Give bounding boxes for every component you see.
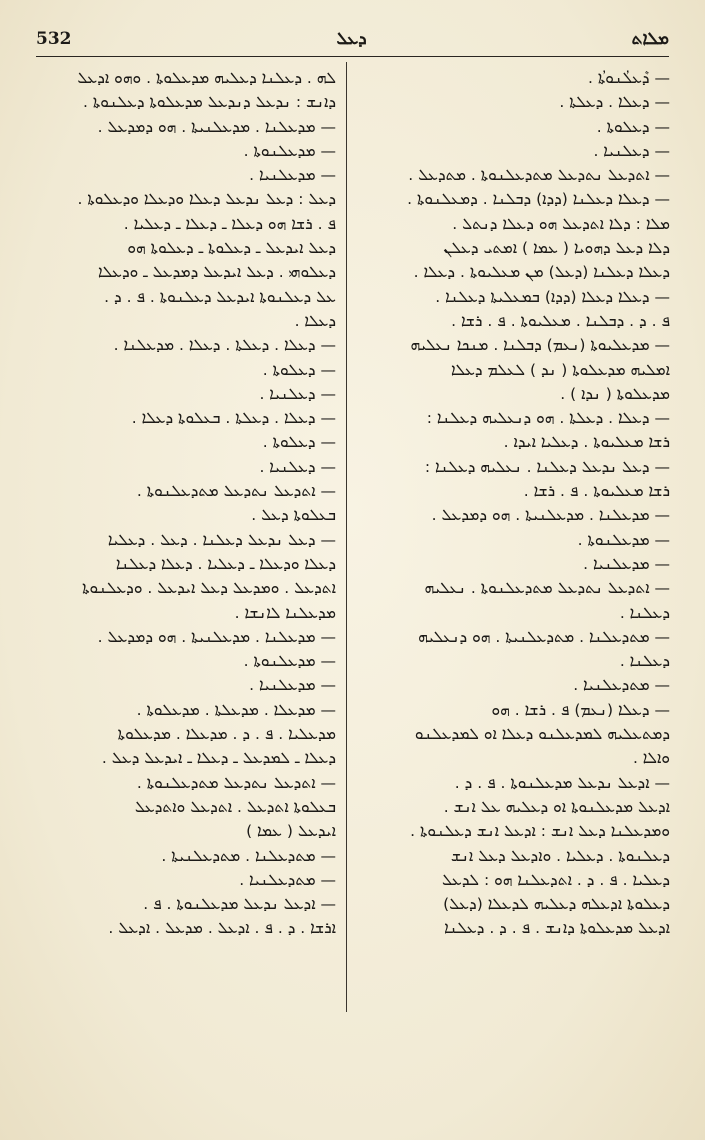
- running-head: ܕܥܠ: [336, 29, 367, 49]
- text-line: ܕܥܠܐ ܕܥܠܢܐ (ܕܥܠ) ܡܢ ܡܥܠܝܘܬܐ . ܕܥܠܐ .: [413, 263, 670, 282]
- text-line: — ܡܬܕܥܠܢܐ . ܡܬܕܥܠܢܝܬܐ .: [161, 846, 336, 865]
- text-line: ܐܡܠܝܗ ܡܕܥܠܘܬܐ ( ܢܕ ) ܠܥܠܡ ܕܥܠܐ: [451, 360, 670, 379]
- text-line: ܒܥܠܘܬܐ ܕܥܠ .: [251, 506, 336, 525]
- text-line: — ܡܕܥܠܢܘܬܐ .: [243, 652, 336, 671]
- text-line: — ܕܥܠܢܝܐ .: [593, 141, 670, 160]
- header-rule: [36, 56, 669, 57]
- text-line: — ܕܥܠܐ ܕܥܠܢܐ (ܕܕܐ) ܕܒܠܢܐ . ܕܡܥܠܢܘܬܐ .: [407, 190, 670, 209]
- text-line: ܡܕܥܠܢܐ ܠܐܢܫܐ .: [234, 603, 336, 622]
- text-line: — ܕܥܠܘܬܐ .: [262, 433, 336, 452]
- text-line: ܕܠܐ ܕܥܠ ܕܗܘܝܐ ( ܥܡܐ ) ܐܡܬܝ ܕܥܠܢ: [443, 239, 670, 258]
- text-line: ܕܥܠܢܘܬܐ . ܕܥܠܝܐ . ܘܐܕܥܠ ܕܥܠ ܐܢܫ: [450, 846, 670, 865]
- text-line: ܐܕܥܠ ܡܕܥܠܘܬܐ ܕܐܢܫ . ܦ . ܕ . ܕܥܠܢܐ: [444, 919, 670, 938]
- text-line: — ܡܕܥܠܢܘܬܐ .: [243, 141, 336, 160]
- text-line: — ܐܕܥܠ ܢܕܥܠ ܡܕܥܠܢܘܬܐ . ܦ . ܕ .: [454, 773, 670, 792]
- text-line: ܕܥܠܐ ـ ܠܡܕܥܠ ـ ܕܥܠܐ ـ ܐܝܕܥܠ ܕܥܠ .: [101, 749, 336, 768]
- text-line: ܠܗ . ܕܥܠܢܐ ܕܥܠܝܗ ܡܕܥܠܘܬܐ . ܘܗܘ ܐܕܥܠ: [77, 69, 336, 87]
- right-column: [356, 66, 670, 1016]
- text-line: — ܡܕܥܠܢܐ . ܡܕܥܠܢܝܬܐ . ܗܘ ܕܡܕܥܠ .: [431, 506, 670, 525]
- text-line: ܘܡܕܥܠܢܐ ܕܥܠ ܐܢܫ : ܐܕܥܠ ܐܢܫ ܕܥܠܢܘܬܐ .: [410, 822, 670, 841]
- text-line: ܦ . ܪܫܐ ܗܘ ܕܥܠܐ ـ ܕܥܠܐ ـ ܕܥܠܝܐ .: [123, 214, 336, 233]
- text-line: ܕܥܠ ܐܝܕܥܠ ـ ܕܥܠܘܬܐ ـ ܕܥܠܘܬܐ ܗܘ: [127, 239, 336, 258]
- text-line: — ܡܬܕܥܠܢܝܐ .: [573, 676, 670, 695]
- text-line: ܘܐܠܐ .: [632, 749, 670, 768]
- text-line: ܪܫܐ ܡܥܠܝܘܬܐ . ܕܥܠܝܐ ܐܝܕܐ .: [503, 433, 670, 452]
- text-line: — ܐܬܕܥܠ ܢܬܕܥܠ ܡܬܕܥܠܢܘܬܐ . ܡܬܕܥܠ .: [408, 166, 670, 185]
- text-line: ܕܥܠܢܐ .: [619, 603, 670, 622]
- text-line: — ܕܥܠܘܬܐ .: [596, 117, 670, 136]
- text-line: ܐܬܕܥܠ . ܘܡܕܥܠ ܕܥܠ ܐܝܕܥܠ . ܘܕܥܠܢܘܬܐ: [82, 579, 336, 598]
- text-line: — ܐܕܥܠ ܢܕܥܠ ܡܕܥܠܢܘܬܐ . ܦ .: [143, 895, 336, 914]
- text-line: — ܡܕܥܠܢܐ . ܡܕܥܠܢܝܬܐ . ܗܘ ܕܡܕܥܠ .: [97, 117, 336, 136]
- text-line: ܕܥܠܐ .: [294, 311, 336, 330]
- text-line: ܕܥܠܝܐ . ܦ . ܕ . ܐܬܕܥܠܢܐ ܗܘ : ܠܕܥܠ: [441, 870, 670, 889]
- text-line: — ܐܬܕܥܠ ܢܬܕܥܠ ܡܬܕܥܠܢܘܬܐ .: [136, 773, 336, 792]
- text-line: — ܡܕܥܠܢܝܐ .: [249, 676, 336, 695]
- text-line: ܕܥܠܐ ܘܕܥܠܐ ـ ܕܥܠܝܐ . ܕܥܠܐ ܕܥܠܢܐ: [115, 554, 336, 573]
- text-line: — ܕܶܥܠܳܢܘܬܳܐ .: [588, 69, 670, 87]
- text-line: ܕܐܢܫ : ܢܕܥܠ ܕܢܕܥܠ ܡܕܥܠܘܬܐ ܕܥܠܢܘܬܐ .: [83, 93, 336, 112]
- text-line: ܡܕܥܠܝܐ . ܦ . ܕ . ܡܕܥܠܐ . ܡܕܥܠܘܬܐ: [117, 725, 336, 744]
- text-line: — ܡܕܥܠܢܝܐ .: [583, 554, 670, 573]
- text-line: — ܕܥܠܐ . ܕܥܠܬܐ . ܗܘ ܕܢܥܠܝܗ ܕܥܠܢܐ :: [426, 409, 670, 428]
- text-line: — ܕܥܠ ܢܕܥܠ ܕܥܠܢܐ . ܕܥܠ . ܕܥܠܝܐ: [107, 530, 336, 549]
- text-line: — ܕܥܠܢܝܐ .: [259, 457, 336, 476]
- text-line: — ܕܥܠܐ . ܕܥܠܬܐ . ܒܥܠܘܬܐ ܕܥܠܐ .: [131, 409, 336, 428]
- text-line: — ܡܕܥܠܢܘܬܐ .: [577, 530, 670, 549]
- page-header: [36, 26, 669, 52]
- text-line: ܦ . ܕ . ܕܒܠܢܐ . ܡܥܠܝܘܬܐ . ܦ . ܪܫܐ .: [451, 311, 670, 330]
- text-line: ܕܡܬܥܠܝܗ ܠܡܕܥܠܢܘ ܕܥܠܐ ܐܘ ܠܡܕܥܠܢܘ: [414, 725, 670, 744]
- text-line: ܕܥܠܢܐ .: [619, 652, 670, 671]
- text-line: — ܕܥܠܐ (ܢܥܡ) ܦ . ܪܫܐ . ܗܘ: [491, 700, 670, 719]
- text-line: ܒܥܠܘܬܐ ܐܬܕܥܠ . ܐܬܕܥܠ ܘܐܬܕܥܠ: [134, 797, 336, 816]
- text-line: ܥܠ ܕܥܠܢܘܬܐ ܐܝܕܥܠ ܕܥܠܢܘܬܐ . ܦ . ܕ .: [104, 287, 336, 306]
- text-line: — ܕܥܠ ܢܕܥܠ ܕܥܠܢܐ . ܢܥܠܝܗ ܕܥܠܢܐ :: [424, 457, 670, 476]
- text-line: ܐܕܥܠ ܡܕܥܠܢܘܬܐ ܐܘ ܕܥܠܝܗ ܥܠ ܐܢܫ .: [443, 797, 670, 816]
- text-line: ܡܠܐ : ܕܠܐ ܐܬܕܥܠ ܗܘ ܕܥܠܐ ܕܢܬܠ .: [452, 214, 670, 233]
- text-line: — ܕܥܠܢܝܐ .: [259, 384, 336, 403]
- text-line: — ܡܕܥܠܢܝܐ .: [249, 166, 336, 185]
- text-line: — ܐܬܕܥܠ ܢܬܕܥܠ ܡܬܕܥܠܢܘܬܐ .: [136, 482, 336, 501]
- running-head-right: ܡܠܐܬ: [631, 29, 669, 49]
- text-line: ܐܝܕܥܠ ( ܥܡܐ ): [246, 822, 336, 841]
- text-line: — ܕܥܠܐ ܕܥܠܐ (ܕܕܐ) ܒܡܥܠܝܬܐ ܕܥܠܢܐ .: [435, 287, 670, 306]
- text-line: — ܕܥܠܐ . ܕܥܠܬܐ . ܕܥܠܐ . ܡܕܥܠܢܐ .: [113, 336, 336, 355]
- text-line: — ܕܥܠܐ . ܕܥܠܬܐ .: [559, 93, 670, 112]
- text-line: — ܡܕܥܠܢܐ . ܡܕܥܠܢܝܬܐ . ܗܘ ܕܡܕܥܠ .: [97, 627, 336, 646]
- text-line: — ܡܬܕܥܠܢܐ . ܡܬܕܥܠܢܝܬܐ . ܗܘ ܕܢܥܠܝܗ: [418, 627, 670, 646]
- left-column: [30, 66, 336, 1016]
- text-line: — ܡܕܥܠܝܘܬܐ (ܢܥܡ) ܕܒܠܢܐ . ܡܢܟܐ ܢܥܠܝܗ: [410, 336, 670, 355]
- column-divider: [346, 62, 347, 1012]
- text-line: ܐܪܫܐ . ܕ . ܦ . ܐܕܥܠ . ܡܕܥܠ . ܐܕܥܠ .: [108, 919, 336, 938]
- text-line: — ܡܬܕܥܠܢܝܐ .: [239, 870, 336, 889]
- text-line: ܕܥܠ : ܕܥܠ ܢܕܥܠ ܕܥܠܐ ܘܕܥܠܐ ܘܕܥܠܘܬܐ .: [77, 190, 336, 209]
- page-number: 532: [36, 29, 72, 49]
- text-line: ܡܕܥܠܘܬܐ ( ܢܕܐ ) .: [560, 384, 670, 403]
- text-line: — ܕܥܠܘܬܐ .: [262, 360, 336, 379]
- text-line: — ܐܬܕܥܠ ܢܬܕܥܠ ܡܬܕܥܠܢܘܬܐ . ܢܥܠܝܗ: [424, 579, 670, 598]
- text-line: — ܡܕܥܠܐ . ܡܕܥܠܬܐ . ܡܕܥܠܘܬܐ .: [136, 700, 336, 719]
- text-line: ܕܥܠܘܬܐ ܐܕܥܠܗ ܕܥܠܝܗ ܠܕܥܠܐ (ܕܥܠ): [443, 895, 670, 914]
- text-line: ܕܥܠܘܗܝ . ܕܥܠ ܐܝܕܥܠ ܕܡܕܥܠ ـ ܘܕܥܠܐ: [98, 263, 336, 282]
- text-line: ܪܫܐ ܡܥܠܝܘܬܐ . ܦ . ܪܫܐ .: [523, 482, 670, 501]
